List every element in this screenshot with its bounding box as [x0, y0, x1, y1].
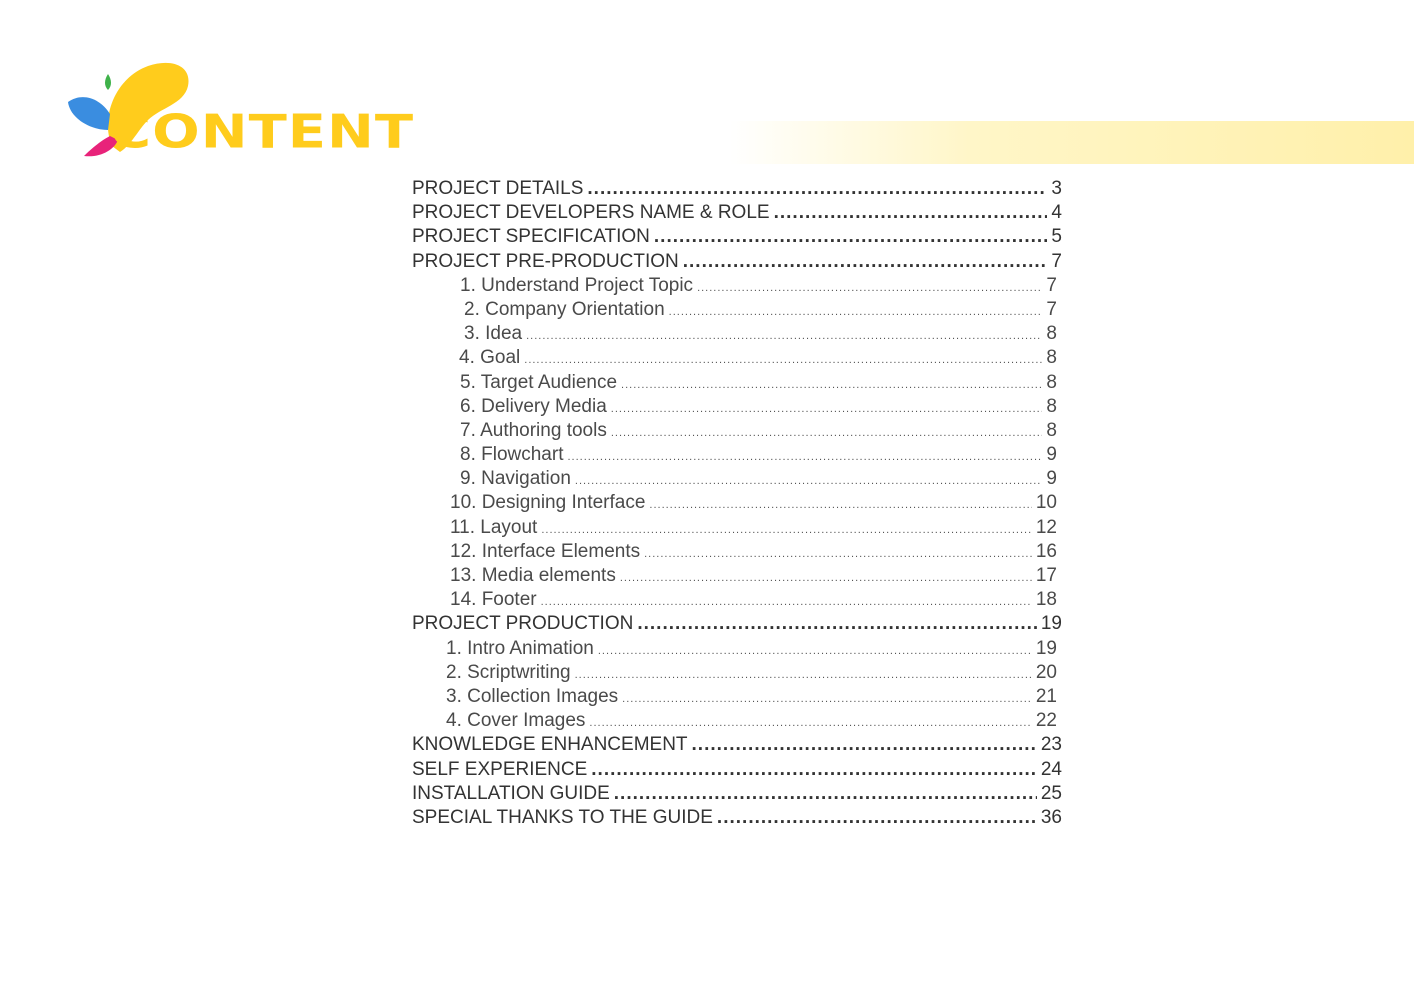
toc-subsection-row [412, 372, 1057, 396]
toc-page-number: 8 [1046, 419, 1057, 441]
toc-dot-leader [575, 669, 1032, 681]
toc-page-number: 19 [1040, 613, 1062, 635]
toc-entry-label: 13. Media elements [450, 565, 616, 586]
toc-page-number: 7 [1046, 274, 1057, 296]
toc-page-number: 16 [1035, 540, 1057, 562]
toc-entry-label: 8. Flowchart [460, 444, 564, 466]
toc-subsection-row [412, 299, 1057, 323]
toc-page-number: 3 [1051, 178, 1062, 199]
toc-entry-label: 14. Footer [450, 589, 537, 611]
toc-dot-leader [611, 427, 1043, 439]
toc-page-number: 10 [1035, 492, 1057, 514]
toc-subsection-row [412, 686, 1057, 710]
content-logo [60, 58, 415, 173]
toc-entry-label: 1. Understand Project Topic [460, 274, 694, 296]
toc-entry-label: 1. Intro Animation [446, 637, 594, 659]
toc-entry-label: 9. Navigation [460, 468, 571, 490]
toc-page-number: 8 [1046, 371, 1057, 393]
toc-dot-leader [774, 202, 1048, 224]
toc-dot-leader [587, 178, 1047, 200]
toc-dot-leader [669, 306, 1043, 318]
toc-page-number: 24 [1040, 758, 1062, 780]
toc-section-row [412, 202, 1062, 226]
toc-entry-label: 10. Designing Interface [450, 492, 646, 514]
toc-subsection-row [412, 589, 1057, 613]
toc-subsection-row [412, 347, 1057, 371]
toc-dot-leader [611, 403, 1043, 415]
toc-page-number: 8 [1046, 347, 1057, 369]
toc-page-number: 19 [1035, 637, 1057, 659]
toc-entry-label: 12. Interface Elements [450, 540, 641, 562]
toc-subsection-row [412, 638, 1057, 662]
toc-entry-label: PROJECT DETAILS [412, 178, 584, 199]
toc-page-number: 5 [1051, 226, 1062, 248]
toc-dot-leader [614, 783, 1037, 805]
toc-dot-leader [620, 572, 1032, 584]
toc-dot-leader [692, 734, 1037, 756]
toc-dot-leader [683, 251, 1048, 273]
page-title: CONTENT [110, 105, 415, 159]
toc-dot-leader [622, 693, 1032, 705]
toc-dot-leader [717, 807, 1037, 829]
toc-page-number: 17 [1035, 565, 1057, 586]
toc-section-row [412, 807, 1062, 831]
toc-page-number: 20 [1035, 661, 1057, 683]
toc-entry-label: SELF EXPERIENCE [412, 758, 588, 780]
toc-page-number: 7 [1046, 298, 1057, 320]
toc-dot-leader [567, 451, 1042, 463]
toc-page-number: 9 [1046, 444, 1057, 466]
toc-dot-leader [649, 499, 1031, 511]
toc-entry-label: PROJECT SPECIFICATION [412, 226, 650, 248]
toc-entry-label: 5. Target Audience [460, 371, 618, 393]
toc-page-number: 18 [1035, 589, 1057, 611]
toc-page-number: 21 [1035, 685, 1057, 707]
toc-entry-label: 7. Authoring tools [460, 419, 607, 441]
toc-dot-leader [526, 330, 1042, 342]
toc-subsection-row [412, 662, 1057, 686]
toc-section-row [412, 251, 1062, 275]
header-gradient-band [730, 121, 1414, 164]
toc-subsection-row [412, 517, 1057, 541]
toc-section-row [412, 734, 1062, 758]
toc-page-number: 12 [1035, 516, 1057, 538]
toc-subsection-row [412, 275, 1057, 299]
toc-entry-label: 2. Company Orientation [464, 298, 665, 320]
toc-dot-leader [541, 524, 1032, 536]
toc-entry-label: 2. Scriptwriting [446, 661, 571, 683]
toc-entry-label: 4. Goal [459, 347, 521, 369]
toc-section-row [412, 613, 1062, 637]
toc-dot-leader [589, 717, 1031, 729]
toc-entry-label: 3. Idea [464, 323, 523, 345]
toc-subsection-row [412, 323, 1057, 347]
toc-entry-label: PROJECT DEVELOPERS NAME & ROLE [412, 202, 770, 224]
toc-page-number: 9 [1046, 468, 1057, 490]
toc-page-number: 8 [1046, 323, 1057, 345]
toc-subsection-row [412, 468, 1057, 492]
toc-entry-label: PROJECT PRE-PRODUCTION [412, 250, 679, 272]
toc-page-number: 36 [1040, 806, 1062, 828]
toc-subsection-row [412, 444, 1057, 468]
toc-page-number: 7 [1051, 250, 1062, 272]
toc-entry-label: 6. Delivery Media [460, 395, 607, 417]
toc-subsection-row [412, 396, 1057, 420]
toc-dot-leader [697, 282, 1042, 294]
table-of-contents [412, 178, 1072, 831]
toc-entry-label: KNOWLEDGE ENHANCEMENT [412, 734, 688, 756]
toc-dot-leader [575, 475, 1043, 487]
toc-page-number: 4 [1051, 202, 1062, 224]
toc-dot-leader [598, 645, 1032, 657]
toc-dot-leader [591, 759, 1037, 781]
toc-entry-label: PROJECT PRODUCTION [412, 613, 634, 635]
toc-dot-leader [654, 226, 1048, 248]
toc-page-number: 25 [1040, 782, 1062, 804]
toc-section-row [412, 759, 1062, 783]
toc-entry-label: 3. Collection Images [446, 685, 619, 707]
toc-dot-leader [524, 354, 1042, 366]
toc-subsection-row [412, 565, 1057, 589]
toc-entry-label: 4. Cover Images [446, 710, 586, 732]
toc-entry-label: 11. Layout [450, 516, 538, 538]
toc-page-number: 8 [1046, 395, 1057, 417]
toc-section-row [412, 783, 1062, 807]
toc-subsection-row [412, 492, 1057, 516]
toc-subsection-row [412, 420, 1057, 444]
toc-dot-leader [541, 596, 1032, 608]
toc-subsection-row [412, 541, 1057, 565]
toc-dot-leader [637, 613, 1037, 635]
toc-entry-label: SPECIAL THANKS TO THE GUIDE [412, 806, 713, 828]
toc-dot-leader [644, 548, 1032, 560]
toc-entry-label: INSTALLATION GUIDE [412, 782, 610, 804]
toc-subsection-row [412, 710, 1057, 734]
toc-section-row [412, 178, 1062, 202]
toc-dot-leader [621, 379, 1042, 391]
toc-page-number: 22 [1035, 710, 1057, 732]
toc-page-number: 23 [1040, 734, 1062, 756]
toc-section-row [412, 226, 1062, 250]
